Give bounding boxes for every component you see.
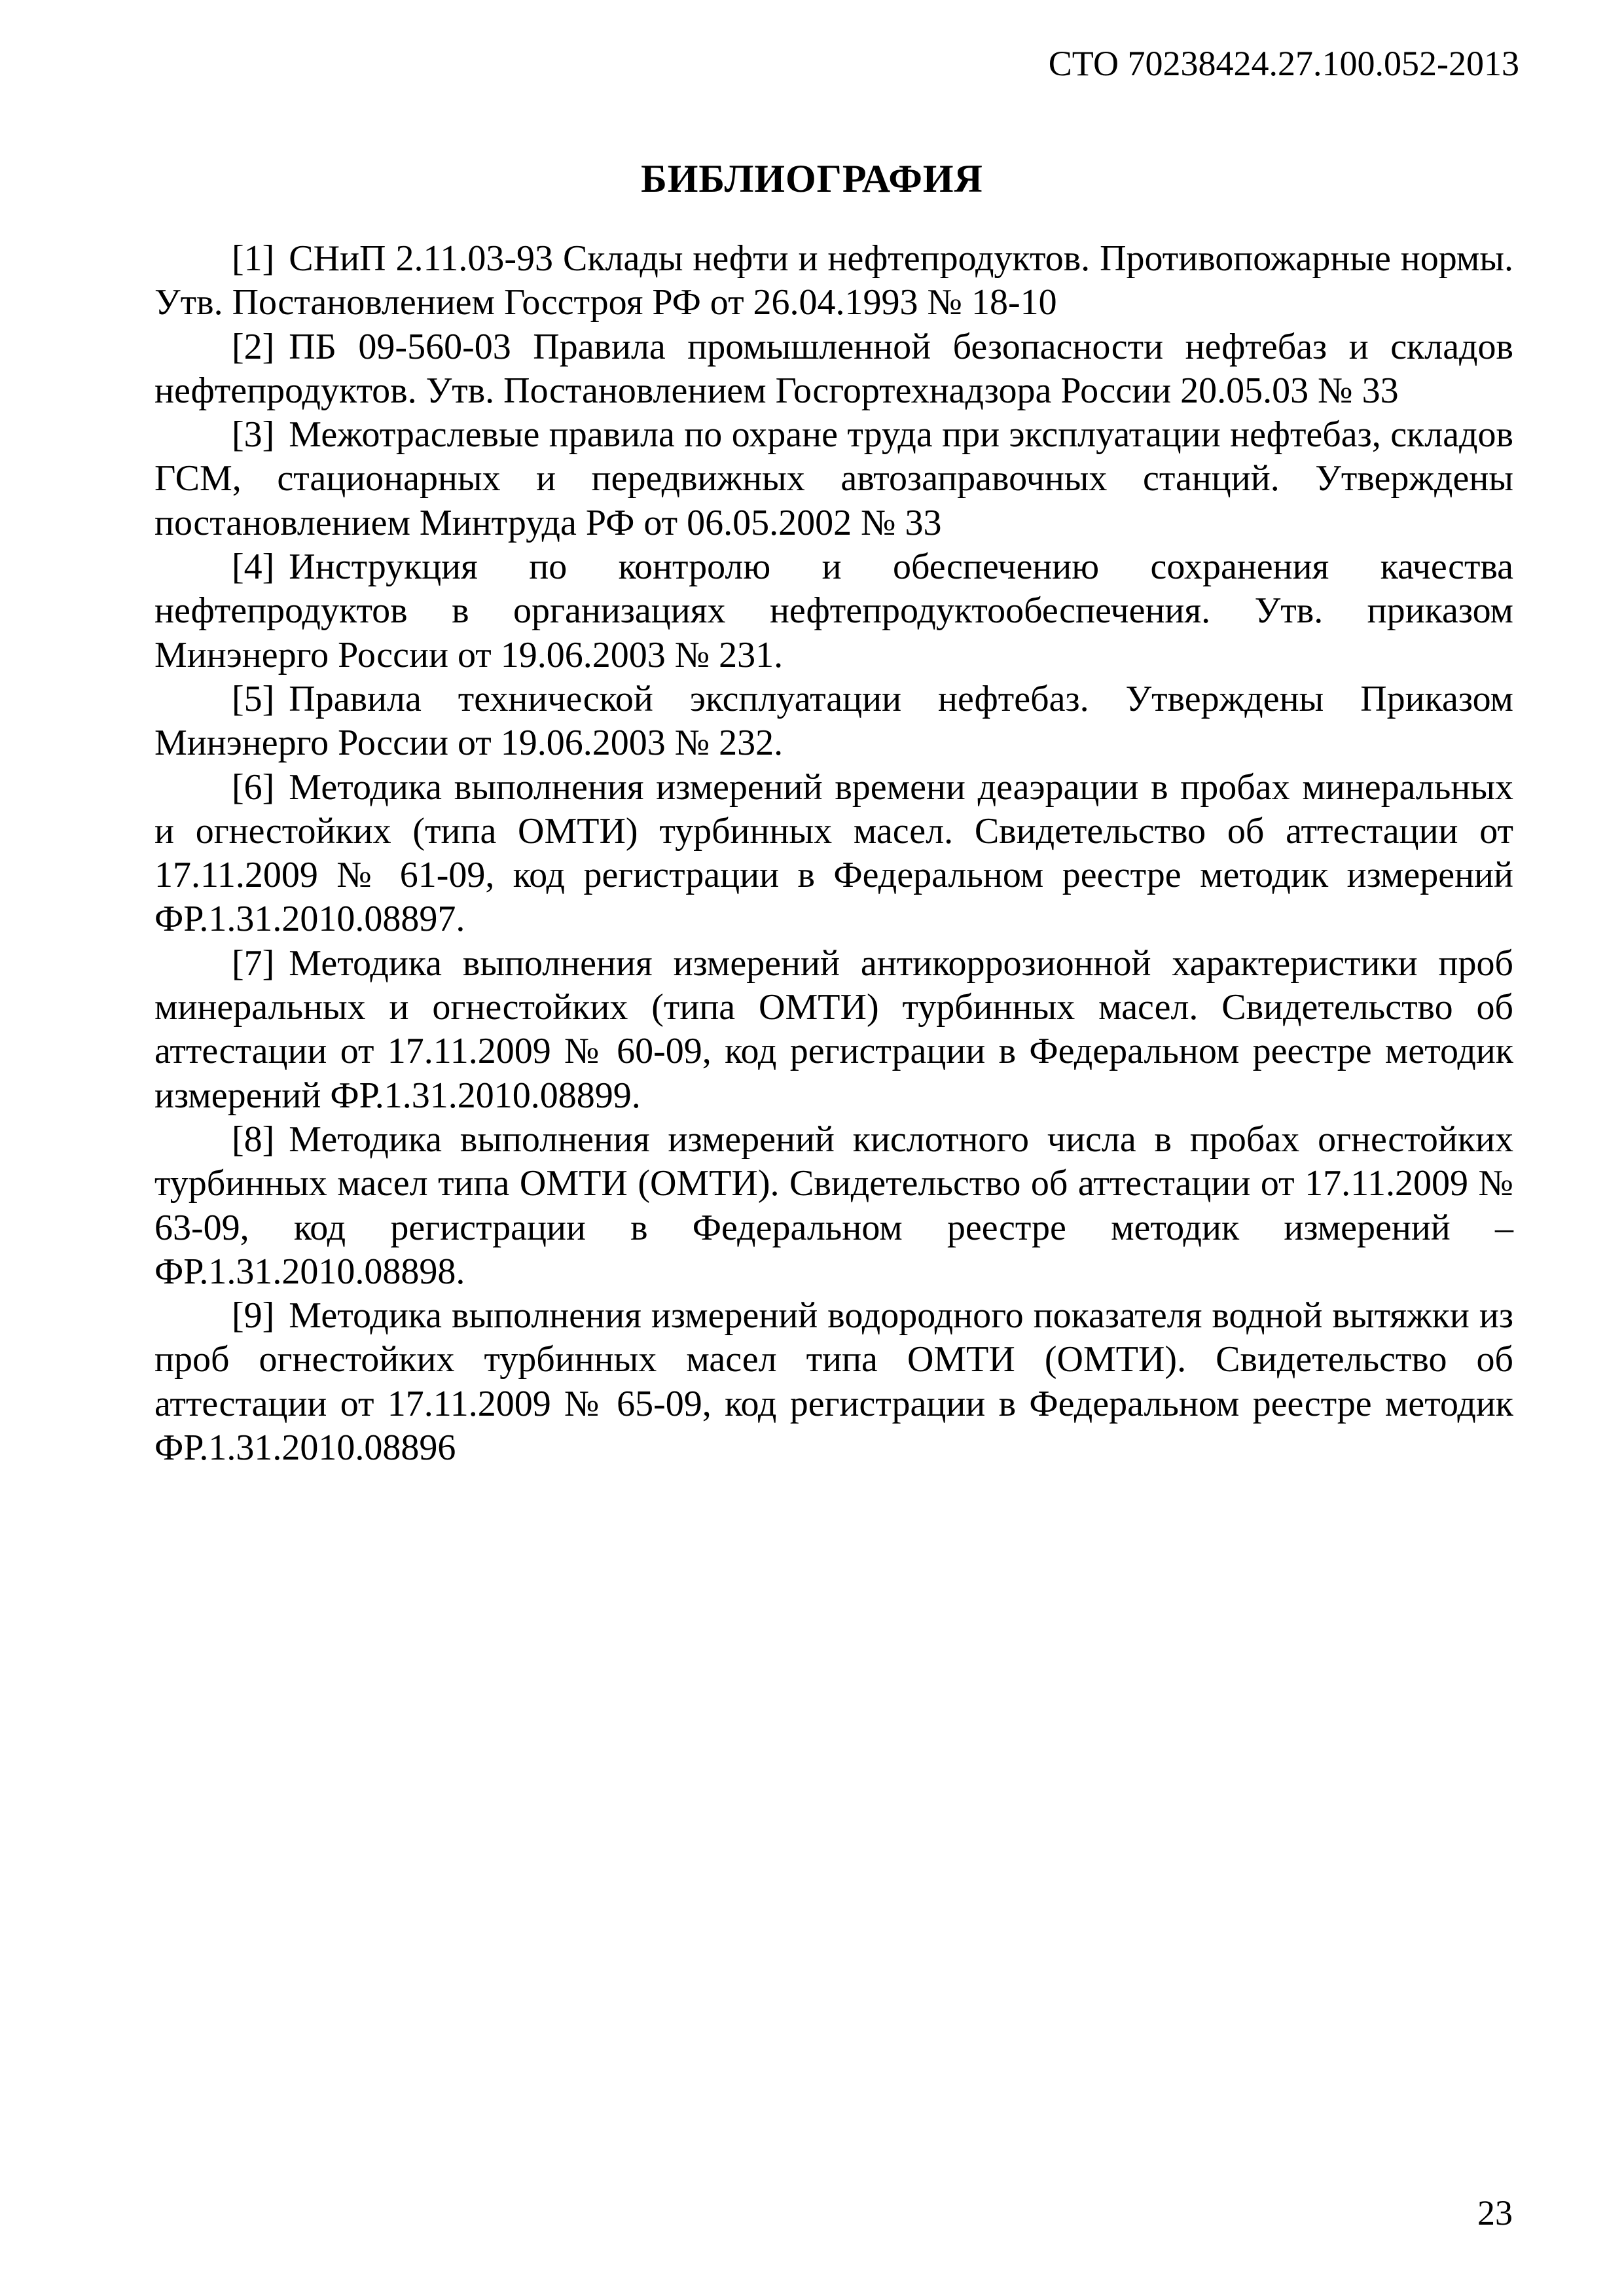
document-code: СТО 70238424.27.100.052-2013 <box>1048 44 1519 83</box>
bibliography-item <box>154 942 1513 1118</box>
bibliography-item <box>154 325 1513 414</box>
bibliography-item <box>154 237 1513 325</box>
reference-number: [3] <box>232 414 275 456</box>
reference-number: [6] <box>232 766 275 808</box>
bibliography-item <box>154 1294 1513 1470</box>
reference-number: [9] <box>232 1295 275 1336</box>
reference-text: Методика выполнения измерений водородного показателя водной вытяжки из проб огнестойких турбинных масел типа ОМТИ (ОМТИ). Свидетельство об аттестации от 17.11.2009 № 65-09, код регистрации в Федеральном реестре методик ФР.1.31.2010.08896 <box>154 1295 1513 1469</box>
page-number: 23 <box>1477 2193 1513 2233</box>
reference-number: [8] <box>232 1119 275 1160</box>
reference-text: СНиП 2.11.03-93 Склады нефти и нефтепродуктов. Противопожарные нормы. Утв. Постановлением Госстроя РФ от 26.04.1993 № 18-10 <box>154 238 1513 323</box>
reference-text: Правила технической эксплуатации нефтебаз. Утверждены Приказом Минэнерго России от 19.06.2003 № 232. <box>154 678 1513 764</box>
bibliography-item <box>154 413 1513 545</box>
reference-number: [7] <box>232 942 275 984</box>
reference-text: Межотраслевые правила по охране труда при эксплуатации нефтебаз, складов ГСМ, стационарных и передвижных автозаправочных станций. Утверждены постановлением Минтруда РФ от 06.05.2002 № 33 <box>154 414 1513 543</box>
reference-number: [2] <box>232 326 275 367</box>
reference-text: Методика выполнения измерений антикоррозионной характеристики проб минеральных и огнестойких (типа ОМТИ) турбинных масел. Свидетельство об аттестации от 17.11.2009 № 60-09, код регистрации в Федеральном реестре методик измерений ФР.1.31.2010.08899. <box>154 942 1513 1116</box>
reference-text: Методика выполнения измерений кислотного числа в пробах огнестойких турбинных масел типа ОМТИ (ОМТИ). Свидетельство об аттестации от 17.11.2009 № 63-09, код регистрации в Федеральном реестре методик измерений – ФР.1.31.2010.08898. <box>154 1119 1513 1292</box>
reference-text: ПБ 09-560-03 Правила промышленной безопасности нефтебаз и складов нефтепродуктов. Утв. Постановлением Госгортехнадзора России 20.05.03 № 33 <box>154 326 1513 411</box>
reference-number: [1] <box>232 238 275 279</box>
bibliography-item <box>154 766 1513 942</box>
bibliography-item <box>154 677 1513 766</box>
reference-text: Инструкция по контролю и обеспечению сохранения качества нефтепродуктов в организациях нефтепродуктообеспечения. Утв. приказом Минэнерго России от 19.06.2003 № 231. <box>154 547 1513 675</box>
reference-number: [4] <box>232 547 275 588</box>
bibliography-item <box>154 1118 1513 1294</box>
bibliography-list <box>154 237 1513 1470</box>
bibliography-item <box>154 545 1513 677</box>
reference-text: Методика выполнения измерений времени деаэрации в пробах минеральных и огнестойких (типа ОМТИ) турбинных масел. Свидетельство об аттестации от 17.11.2009 № 61-09, код регистрации в Федеральном реестре методик измерений ФР.1.31.2010.08897. <box>154 766 1513 940</box>
reference-number: [5] <box>232 678 275 719</box>
page-title: БИБЛИОГРАФИЯ <box>641 157 983 200</box>
